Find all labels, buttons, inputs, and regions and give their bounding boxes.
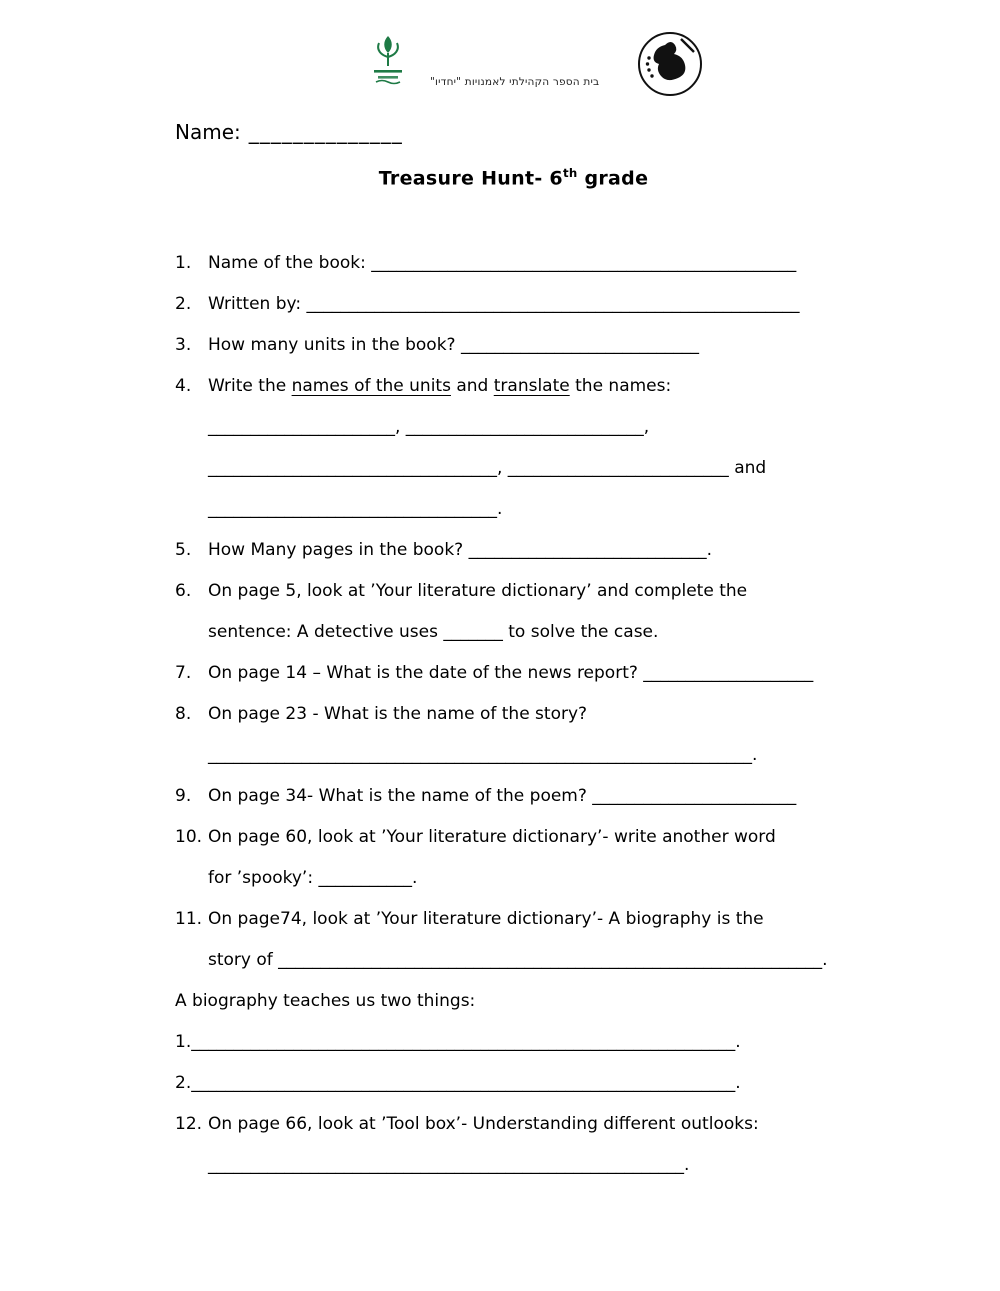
worksheet-body	[0, 112, 1000, 1186]
title-main: Treasure Hunt- 6	[378, 167, 563, 190]
item-10-text-line-2: for ’spooky’: ___________.	[208, 868, 418, 889]
item-12-number: 12.	[175, 1114, 203, 1135]
school-logo-icon	[634, 28, 706, 100]
item-2-number: 2.	[175, 294, 192, 315]
item-6-text-line-1: On page 5, look at ’Your literature dictionary’ and complete the	[208, 581, 748, 602]
item-10-number: 10.	[175, 827, 203, 848]
biography-note	[175, 981, 852, 1022]
item-2-text: Written by: __________________________________________________________	[208, 294, 800, 315]
name-label: Name:	[175, 120, 241, 144]
item-12-blank-line: ________________________________________________________.	[208, 1155, 690, 1176]
item-12	[175, 1104, 852, 1186]
biography-blank-2	[175, 1063, 852, 1104]
biography-blank-1	[175, 1022, 852, 1063]
item-5-number: 5.	[175, 540, 192, 561]
item-12-text-line-1: On page 66, look at ’Tool box’- Understanding different outlooks:	[208, 1114, 759, 1135]
item-4-underlined-1: names of the units	[291, 376, 451, 397]
item-4-tail: the names:	[569, 376, 672, 397]
name-blank-line: ______________	[248, 120, 403, 144]
item-9-number: 9.	[175, 786, 192, 807]
item-10-text-line-1: On page 60, look at ’Your literature dictionary’- write another word	[208, 827, 776, 848]
item-4-underlined-2: translate	[493, 376, 570, 397]
item-8-text-line-1: On page 23 - What is the name of the story?	[208, 704, 588, 725]
item-11-text-line-1: On page74, look at ’Your literature dictionary’- A biography is the	[208, 909, 764, 930]
item-11-number: 11.	[175, 909, 203, 930]
item-11-text-line-2: story of ________________________________________________________________.	[208, 950, 828, 971]
item-3-number: 3.	[175, 335, 192, 356]
biography-blank-2-text: 2.________________________________________________________________.	[175, 1073, 741, 1094]
item-6-text-line-2: sentence: A detective uses _______ to solve the case.	[208, 622, 659, 643]
biography-note-text: A biography teaches us two things:	[175, 991, 476, 1012]
school-logo	[634, 28, 706, 104]
item-4-text	[208, 366, 852, 407]
school-caption: בית הספר הקהילתי לאמנויות "יחדיו"	[430, 76, 600, 88]
municipality-logo	[368, 32, 408, 90]
item-3	[175, 325, 852, 366]
item-6	[175, 571, 852, 653]
municipality-logo-icon	[368, 32, 408, 86]
item-8-blank-line: ________________________________________________________________.	[208, 745, 758, 766]
item-4-prefix: Write the	[208, 376, 292, 397]
title-gap	[175, 199, 852, 243]
item-11	[175, 899, 852, 981]
page-title	[175, 153, 852, 199]
item-1-text: Name of the book: __________________________________________________	[208, 253, 797, 274]
item-5-text: How Many pages in the book? ____________________________.	[208, 540, 713, 561]
item-4-mid: and	[450, 376, 494, 397]
item-9-text: On page 34- What is the name of the poem? ________________________	[208, 786, 797, 807]
item-4-number: 4.	[175, 376, 192, 397]
item-2	[175, 284, 852, 325]
item-5	[175, 530, 852, 571]
item-4-blank-line-1: ______________________, ____________________________,	[208, 417, 650, 438]
title-superscript: th	[562, 166, 578, 180]
item-1-number: 1.	[175, 253, 192, 274]
item-10	[175, 817, 852, 899]
name-row	[175, 112, 852, 153]
item-4	[175, 366, 852, 530]
item-7-text: On page 14 – What is the date of the news report? ____________________	[208, 663, 814, 684]
item-1	[175, 243, 852, 284]
item-7	[175, 653, 852, 694]
item-8-number: 8.	[175, 704, 192, 725]
item-4-blank-line-2: __________________________________, __________________________ and	[208, 458, 767, 479]
item-8	[175, 694, 852, 776]
item-4-blank-line-3: __________________________________.	[208, 499, 503, 520]
item-3-text: How many units in the book? ____________________________	[208, 335, 699, 356]
biography-blank-1-text: 1.________________________________________________________________.	[175, 1032, 741, 1053]
item-9	[175, 776, 852, 817]
item-7-number: 7.	[175, 663, 192, 684]
title-tail: grade	[577, 167, 649, 190]
item-6-number: 6.	[175, 581, 192, 602]
